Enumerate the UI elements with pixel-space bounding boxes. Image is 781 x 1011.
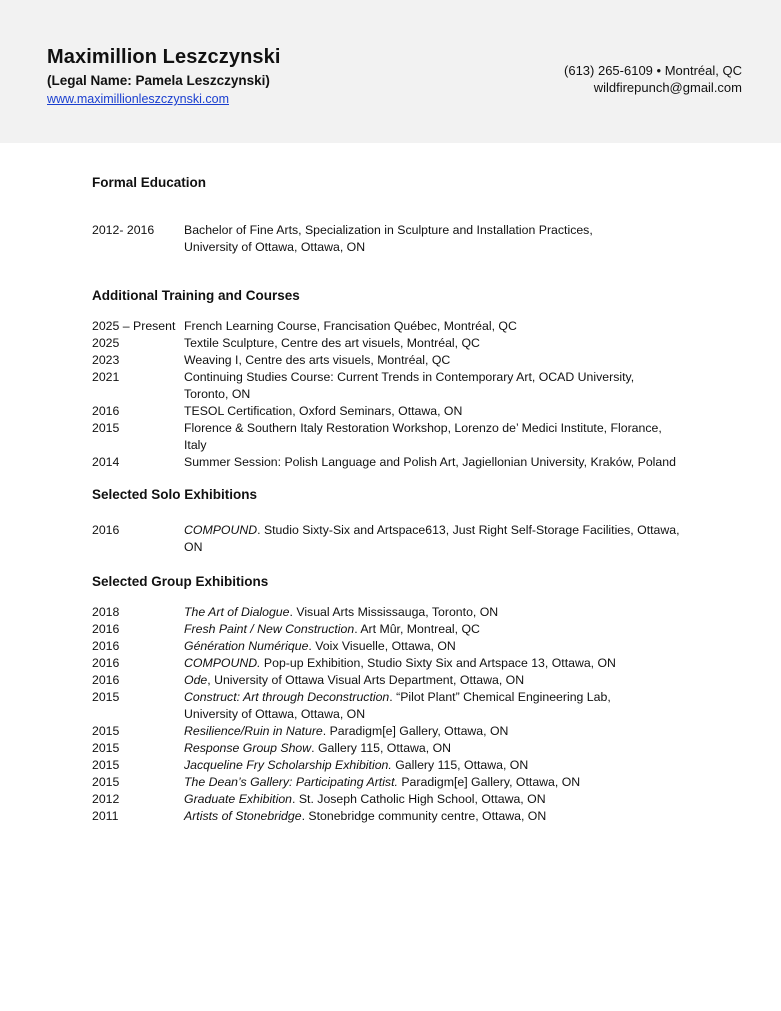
entry-year: 2023 (92, 353, 120, 367)
entry-description: The Art of Dialogue. Visual Arts Mississauga, Toronto, ON (184, 605, 499, 619)
exhibition-title: Resilience/Ruin in Nature (184, 724, 323, 738)
exhibition-title: Jacqueline Fry Scholarship Exhibition. (184, 758, 392, 772)
website-link[interactable]: www.maximillionleszczynski.com (47, 92, 229, 106)
exhibition-title: Graduate Exhibition (184, 792, 293, 806)
list-item (92, 352, 712, 369)
resume-header (0, 0, 781, 143)
list-item (92, 655, 712, 672)
entry-year: 2015 (92, 724, 120, 738)
list-item (92, 369, 712, 403)
list-item (92, 723, 712, 740)
entry-year: 2018 (92, 605, 120, 619)
entry-description: Construct: Art through Deconstruction. “Pilot Plant” Chemical Engineering Lab, University of Ottawa, Ottawa, ON (184, 690, 611, 721)
entry-year: 2014 (92, 455, 120, 469)
entry-description: Resilience/Ruin in Nature. Paradigm[e] Gallery, Ottawa, ON (184, 724, 509, 738)
exhibition-title: COMPOUND (184, 523, 258, 537)
entry-year: 2012- 2016 (92, 223, 155, 237)
section-title-formal-education: Formal Education (92, 175, 207, 190)
entry-year: 2015 (92, 758, 120, 772)
entry-description: Summer Session: Polish Language and Polish Art, Jagiellonian University, Kraków, Poland (184, 455, 676, 469)
entry-year: 2016 (92, 523, 120, 537)
list-item (92, 222, 712, 256)
exhibition-title: Artists of Stonebridge (184, 809, 302, 823)
entry-description: TESOL Certification, Oxford Seminars, Ottawa, ON (184, 404, 463, 418)
entry-description: Graduate Exhibition. St. Joseph Catholic High School, Ottawa, ON (184, 792, 546, 806)
section-title-group-exhibitions: Selected Group Exhibitions (92, 574, 269, 589)
list-item (92, 740, 712, 757)
exhibition-title: Response Group Show (184, 741, 312, 755)
list-item (92, 403, 712, 420)
entry-year: 2012 (92, 792, 120, 806)
entry-description: French Learning Course, Francisation Québec, Montréal, QC (184, 319, 517, 333)
list-item (92, 454, 712, 471)
entry-description: Continuing Studies Course: Current Trends in Contemporary Art, OCAD University, Toronto, ON (184, 370, 635, 401)
list-item (92, 522, 712, 556)
entry-year: 2015 (92, 741, 120, 755)
entry-description: Génération Numérique. Voix Visuelle, Ottawa, ON (184, 639, 456, 653)
entry-description: Textile Sculpture, Centre des art visuels, Montréal, QC (184, 336, 480, 350)
person-name: Maximillion Leszczynski (47, 46, 281, 68)
entry-description: Artists of Stonebridge. Stonebridge community centre, Ottawa, ON (184, 809, 547, 823)
formal-education-list (92, 222, 712, 256)
exhibition-title: Ode (184, 673, 208, 687)
entry-description: Weaving I, Centre des arts visuels, Montréal, QC (184, 353, 451, 367)
entry-year: 2016 (92, 639, 120, 653)
entry-description: COMPOUND. Studio Sixty-Six and Artspace613, Just Right Self-Storage Facilities, Ottawa, ON (184, 523, 680, 554)
entry-description: Response Group Show. Gallery 115, Ottawa, ON (184, 741, 452, 755)
entry-year: 2015 (92, 690, 120, 704)
exhibition-title: Fresh Paint / New Construction (184, 622, 355, 636)
contact-block (564, 62, 742, 96)
entry-year: 2015 (92, 421, 120, 435)
entry-description: Ode, University of Ottawa Visual Arts Department, Ottawa, ON (184, 673, 525, 687)
exhibition-title: COMPOUND. (184, 656, 261, 670)
exhibition-title: The Dean’s Gallery: Participating Artist. (184, 775, 398, 789)
list-item (92, 604, 712, 621)
phone-location: (613) 265-6109 • Montréal, QC (564, 63, 742, 78)
exhibition-title: The Art of Dialogue (184, 605, 290, 619)
entry-year: 2025 (92, 336, 120, 350)
entry-year: 2016 (92, 656, 120, 670)
list-item (92, 757, 712, 774)
entry-year: 2016 (92, 622, 120, 636)
list-item (92, 621, 712, 638)
list-item (92, 638, 712, 655)
email-address: wildfirepunch@gmail.com (593, 80, 742, 95)
legal-name: (Legal Name: Pamela Leszczynski) (47, 73, 270, 88)
additional-training-list (92, 318, 712, 471)
entry-description: The Dean’s Gallery: Participating Artist. Paradigm[e] Gallery, Ottawa, ON (184, 775, 581, 789)
list-item (92, 774, 712, 791)
list-item (92, 689, 712, 723)
section-title-additional-training: Additional Training and Courses (92, 288, 300, 303)
list-item (92, 672, 712, 689)
entry-description: Jacqueline Fry Scholarship Exhibition. Gallery 115, Ottawa, ON (184, 758, 529, 772)
list-item (92, 318, 712, 335)
entry-description: Bachelor of Fine Arts, Specialization in Sculpture and Installation Practices, University of Ottawa, Ottawa, ON (184, 223, 593, 254)
entry-year: 2016 (92, 404, 120, 418)
list-item (92, 791, 712, 808)
entry-description: Fresh Paint / New Construction. Art Mûr, Montreal, QC (184, 622, 480, 636)
entry-year: 2011 (92, 809, 119, 823)
entry-year: 2016 (92, 673, 120, 687)
list-item (92, 335, 712, 352)
entry-description: Florence & Southern Italy Restoration Workshop, Lorenzo de’ Medici Institute, Florance, Italy (184, 421, 662, 452)
exhibition-title: Construct: Art through Deconstruction (184, 690, 390, 704)
entry-year: 2015 (92, 775, 120, 789)
list-item (92, 808, 712, 825)
exhibition-title: Génération Numérique (184, 639, 309, 653)
list-item (92, 420, 712, 454)
solo-exhibitions-list (92, 522, 712, 556)
entry-year: 2025 – Present (92, 319, 176, 333)
entry-year: 2021 (92, 370, 120, 384)
section-title-solo-exhibitions: Selected Solo Exhibitions (92, 487, 258, 502)
entry-description: COMPOUND. Pop-up Exhibition, Studio Sixty Six and Artspace 13, Ottawa, ON (184, 656, 616, 670)
group-exhibitions-list (92, 604, 712, 825)
